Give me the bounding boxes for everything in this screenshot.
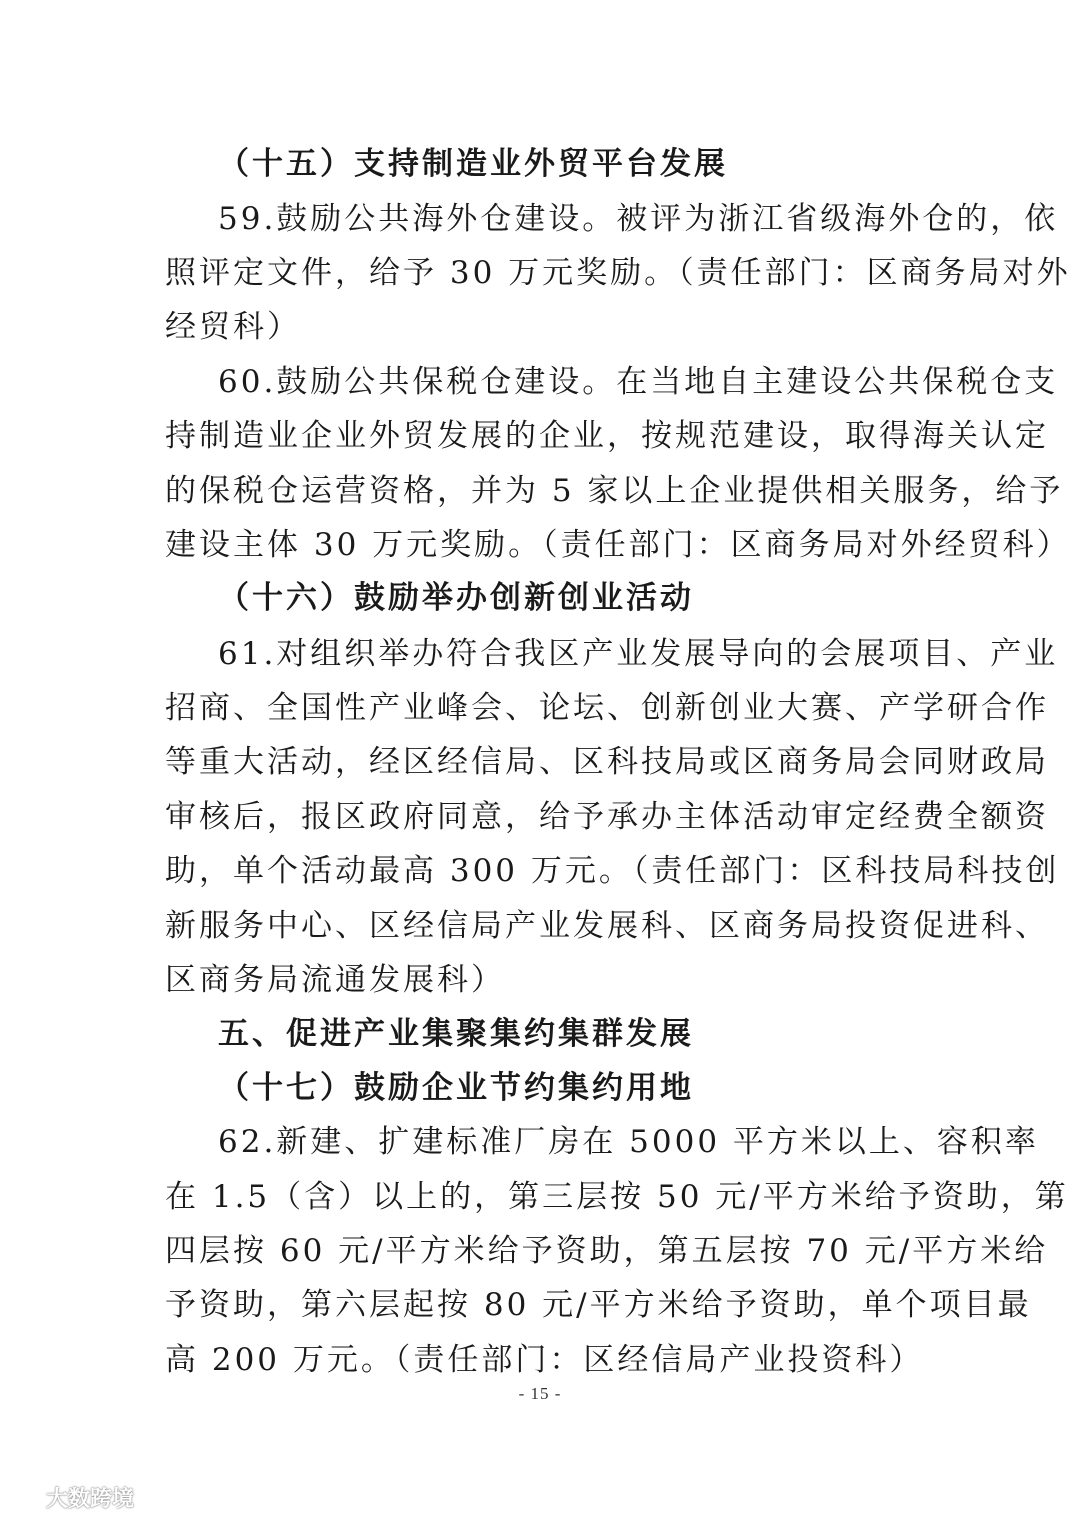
weibo-logo-icon [6, 1483, 40, 1513]
paragraph-62-line-5: 高 200 万元。（责任部门：区经信局产业投资科） [165, 1342, 924, 1378]
paragraph-61-line-2: 招商、全国性产业峰会、论坛、创新创业大赛、产学研合作 [165, 690, 1049, 726]
watermark [6, 1482, 134, 1513]
paragraph-60-line-3: 的保税仓运营资格，并为 5 家以上企业提供相关服务，给予 [165, 473, 1064, 509]
paragraph-61-line-4: 审核后，报区政府同意，给予承办主体活动审定经费全额资 [165, 799, 1049, 835]
heading-5: 五、促进产业集聚集约集群发展 [218, 1016, 694, 1052]
paragraph-62-line-3: 四层按 60 元/平方米给予资助，第五层按 70 元/平方米给 [165, 1233, 1049, 1269]
paragraph-61-line-3: 等重大活动，经区经信局、区科技局或区商务局会同财政局 [165, 744, 1049, 780]
paragraph-61-line-1: 61.对组织举办符合我区产业发展导向的会展项目、产业 [218, 636, 1059, 672]
paragraph-62-line-4: 予资助，第六层起按 80 元/平方米给予资助，单个项目最 [165, 1287, 1032, 1323]
subheading-16: （十六）鼓励举办创新创业活动 [218, 580, 694, 616]
page-number: - 15 - [518, 1384, 562, 1403]
paragraph-60-line-4: 建设主体 30 万元奖励。（责任部门：区商务局对外经贸科） [165, 527, 1071, 563]
paragraph-62-line-2: 在 1.5（含）以上的，第三层按 50 元/平方米给予资助，第 [165, 1179, 1069, 1215]
paragraph-59-line-2: 照评定文件，给予 30 万元奖励。（责任部门：区商务局对外 [165, 255, 1071, 291]
watermark-text: 大数跨境 [46, 1487, 135, 1512]
paragraph-61-line-7: 区商务局流通发展科） [165, 962, 505, 998]
paragraph-60-line-2: 持制造业企业外贸发展的企业，按规范建设，取得海关认定 [165, 418, 1049, 454]
paragraph-62-line-1: 62.新建、扩建标准厂房在 5000 平方米以上、容积率 [218, 1124, 1039, 1160]
paragraph-61-line-6: 新服务中心、区经信局产业发展科、区商务局投资促进科、 [165, 908, 1049, 944]
subheading-15: （十五）支持制造业外贸平台发展 [218, 146, 728, 182]
subheading-17: （十七）鼓励企业节约集约用地 [218, 1070, 694, 1106]
paragraph-61-line-5: 助，单个活动最高 300 万元。（责任部门：区科技局科技创 [165, 853, 1060, 889]
paragraph-59-line-1: 59.鼓励公共海外仓建设。被评为浙江省级海外仓的，依 [218, 201, 1059, 237]
paragraph-59-line-3: 经贸科） [165, 309, 301, 345]
paragraph-60-line-1: 60.鼓励公共保税仓建设。在当地自主建设公共保税仓支 [218, 364, 1059, 400]
